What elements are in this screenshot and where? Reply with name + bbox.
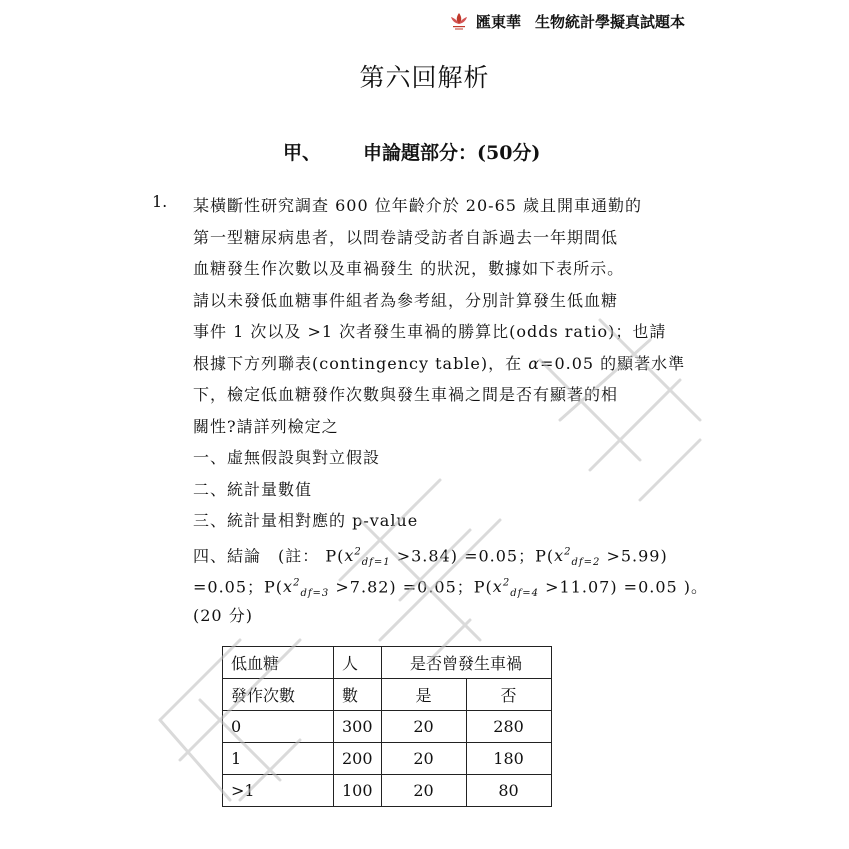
header-cell: 數 — [334, 679, 382, 711]
table-cell: 80 — [466, 775, 551, 807]
page-title: 第六回解析 — [359, 63, 490, 92]
section-number: 甲、 — [283, 142, 322, 164]
header-cell: 人 — [334, 647, 382, 679]
header-cell: 低血糖 — [223, 647, 334, 679]
table-cell: 280 — [466, 711, 551, 743]
question-line: 關性?請詳列檢定之 — [193, 416, 339, 436]
conclusion-note-line: 四、結論 (註： $P(x^2_{df=1} >3.84) =0.05$；$P(x^2_{df=2} >5.99)$ — [193, 545, 668, 569]
question-line: 根據下方列聯表(contingency table)，在 α=0.05 的顯著水準 — [193, 353, 686, 373]
statistic-item: 二、統計量數值 — [193, 479, 313, 499]
pvalue-item: 三、統計量相對應的 p-value — [193, 511, 419, 530]
question-line: 血糖發生作次數以及車禍發生 的狀況，數據如下表所示。 — [193, 259, 625, 278]
question-line: 請以未發低血糖事件組者為參考組，分別計算發生低血糖 — [193, 290, 619, 310]
contingency-table — [222, 646, 552, 807]
alpha-symbol: α — [528, 353, 541, 373]
table-header-row — [223, 647, 552, 679]
table-row — [223, 775, 552, 807]
table-cell: 1 — [223, 743, 334, 775]
table-row — [223, 743, 552, 775]
section-title: 申論題部分：(50分) — [363, 142, 541, 164]
table-cell: 20 — [381, 743, 466, 775]
hypothesis-item: 一、虛無假設與對立假設 — [193, 448, 381, 467]
book-subtitle: 生物統計學擬真試題本 — [535, 12, 686, 31]
question-line: 事件 1 次以及 >1 次者發生車禍的勝算比(odds ratio)；也請 — [193, 322, 667, 341]
header-cell: 發作次數 — [223, 679, 334, 711]
question-points: (20 分) — [193, 605, 253, 625]
question-line: 某橫斷性研究調查 600 位年齡介於 20-65 歲且開車通勤的 — [193, 196, 643, 215]
table-cell: 100 — [334, 775, 382, 807]
question-body — [193, 190, 713, 631]
table-row — [223, 711, 552, 743]
table-cell: 200 — [334, 743, 382, 775]
page-header — [448, 10, 685, 32]
question-number: 1. — [152, 192, 168, 211]
brand-name: 匯東華 — [476, 12, 522, 31]
table-cell: 180 — [466, 743, 551, 775]
table-cell: 300 — [334, 711, 382, 743]
header-cell: 否 — [466, 679, 551, 711]
table-cell: >1 — [223, 775, 334, 807]
table-cell: 0 — [223, 711, 334, 743]
question-line: 下，檢定低血糖發作次數與發生車禍之間是否有顯著的相 — [193, 385, 619, 404]
question-line: 第一型糖尿病患者，以問卷請受訪者自訴過去一年期間低 — [193, 227, 619, 247]
conclusion-note-line: =0.05；$P(x^2_{df=3} >7.82) =0.05$；$P(x^2_{df=4} >11.07) =0.05$ )。 — [193, 577, 709, 600]
header-cell: 是 — [381, 679, 466, 711]
table-cell: 20 — [381, 711, 466, 743]
lotus-icon — [448, 10, 470, 32]
header-cell: 是否曾發生車禍 — [381, 647, 551, 679]
table-header-row — [223, 679, 552, 711]
table-cell: 20 — [381, 775, 466, 807]
section-heading — [283, 138, 540, 165]
